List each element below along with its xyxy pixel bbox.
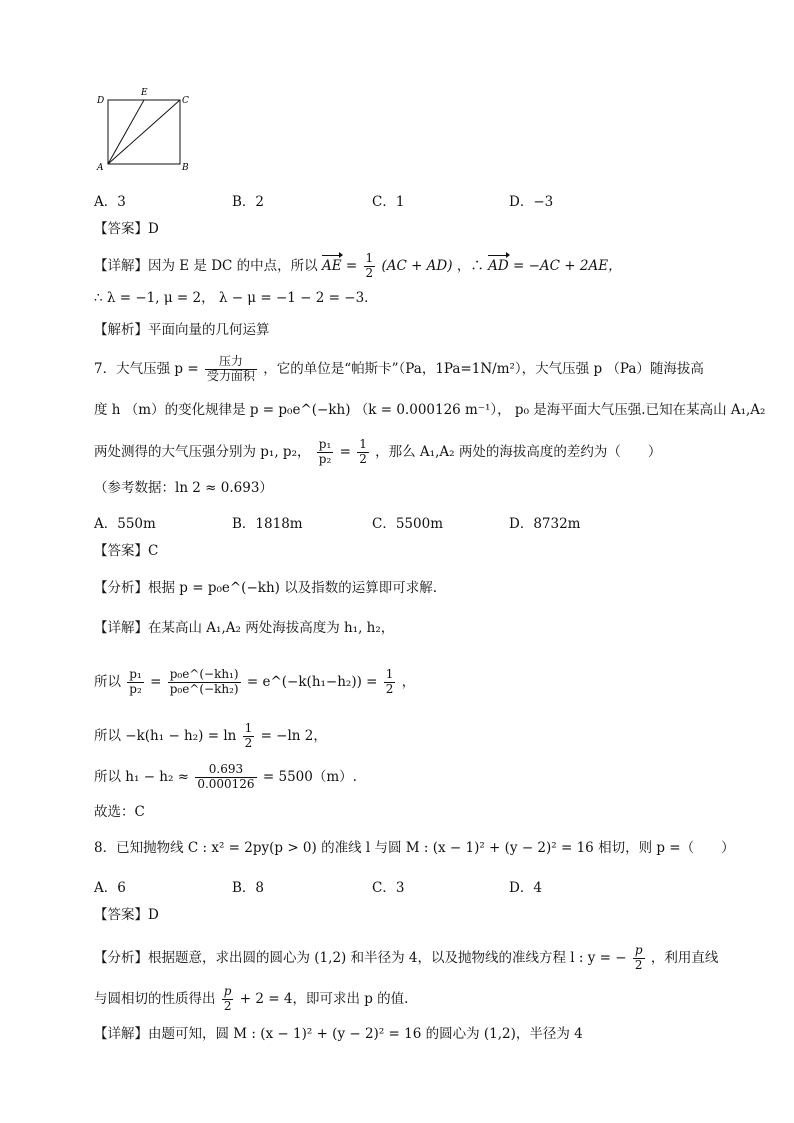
- step-text: 所以 −k(h₁ − h₂) = ln: [94, 727, 237, 744]
- fraction-num: 压力: [205, 355, 257, 370]
- fraction-num: p: [223, 984, 232, 998]
- q8-option-a: [94, 876, 126, 896]
- option-value: −3: [533, 194, 554, 210]
- fraction: [633, 944, 645, 973]
- fraction: [243, 722, 255, 751]
- analysis-text: ，利用直线: [650, 949, 719, 966]
- stem-text: ，那么 A₁,A₂ 两处的海拔高度的差约为（ ）: [375, 443, 662, 460]
- option-value: 1818m: [255, 516, 303, 532]
- fraction-num: p: [634, 943, 643, 957]
- q8-option-c: [372, 876, 404, 896]
- fraction-num: 1: [244, 721, 253, 735]
- ratio-fraction: [317, 438, 334, 467]
- q6-option-a: [94, 190, 126, 210]
- q6-option-d: [509, 190, 553, 210]
- q6-detail-line-2: ∴ λ = −1, μ = 2， λ − μ = −1 − 2 = −3．: [94, 290, 378, 306]
- q8-detail: [94, 1026, 583, 1042]
- answer-tag: 【答案】: [94, 907, 148, 923]
- option-value: 2: [255, 194, 265, 210]
- step-text: ，: [401, 673, 416, 690]
- detail-text: 由题可知，圆 M : (x − 1)² + (y − 2)² = 16 的圆心为 (1,2)，半径为 4: [148, 1026, 583, 1042]
- q7-option-b: [232, 512, 303, 532]
- vector-ad: AD: [488, 257, 509, 274]
- label-c: C: [182, 96, 189, 106]
- fraction-num: 1: [359, 437, 367, 451]
- analysis-text: 根据题意，求出圆的圆心为 (1,2) 和半径为 4，以及抛物线的准线方程 l : y = −: [148, 949, 627, 966]
- label-b: B: [182, 163, 189, 172]
- q7-step-3: [94, 763, 357, 792]
- segment-ae: [108, 100, 144, 164]
- q7-option-a: [94, 512, 156, 532]
- analysis-tag: 【分析】: [94, 580, 148, 596]
- fraction-half: [364, 252, 376, 281]
- fraction-num: p₀e^(−kh₁): [169, 667, 239, 681]
- option-value: 6: [117, 880, 126, 896]
- q6-option-c: [372, 190, 404, 210]
- detail-rhs: = −AC + 2AE，: [513, 257, 622, 274]
- q8-option-d: [509, 876, 542, 896]
- therefore: ，∴: [456, 257, 484, 274]
- geometry-figure: [92, 86, 202, 172]
- answer-tag: 【答案】: [94, 221, 148, 237]
- detail-tag: 【详解】: [94, 257, 148, 274]
- fraction-den: 受力面积: [206, 368, 255, 383]
- option-letter: C．: [372, 194, 396, 210]
- fraction-den: 2: [359, 451, 367, 466]
- option-letter: D．: [509, 516, 534, 532]
- step-text: = e^(−k(h₁−h₂)) =: [246, 673, 378, 690]
- option-letter: B．: [232, 880, 256, 896]
- q7-step-2: [94, 722, 327, 751]
- q7-option-d: [509, 512, 581, 532]
- answer-value: D: [148, 907, 159, 923]
- fraction-den: 0.000126: [197, 776, 255, 791]
- answer-value: C: [148, 543, 159, 559]
- option-value: 8: [255, 880, 265, 896]
- analysis-text: + 2 = 4，即可求出 p 的值.: [239, 990, 409, 1007]
- option-value: 4: [533, 880, 542, 896]
- fraction-den: 2: [223, 998, 232, 1013]
- detail-text: 因为 E 是 DC 的中点，所以: [148, 257, 318, 274]
- option-value: 8732m: [533, 516, 581, 532]
- fraction-den: p₀e^(−kh₂): [169, 681, 239, 696]
- analysis-text: 平面向量的几何运算: [148, 322, 270, 338]
- step-text: = −ln 2，: [260, 727, 327, 744]
- fraction: [384, 668, 396, 697]
- q6-analysis: [94, 322, 270, 338]
- q7-stem-line-1: [94, 355, 704, 384]
- option-value: 3: [395, 880, 405, 896]
- option-letter: C．: [372, 880, 396, 896]
- fraction: [127, 668, 144, 697]
- q6-option-b: [232, 190, 264, 210]
- q7-stem-line-2: 度 h （m）的变化规律是 p = p₀e^(−kh) （k = 0.000126 m⁻¹）， p₀ 是海平面大气压强.已知在某高山 A₁,A₂: [94, 402, 766, 418]
- fraction: [222, 985, 234, 1014]
- q8-stem: 8．已知抛物线 C : x² = 2py(p > 0) 的准线 l 与圆 M : (x − 1)² + (y − 2)² = 16 相切，则 p =（ ）: [94, 840, 735, 856]
- q8-analysis-line-1: [94, 944, 718, 973]
- option-letter: D．: [509, 880, 534, 896]
- q6-answer: [94, 221, 159, 237]
- analysis-text: 与圆相切的性质得出: [94, 990, 216, 1007]
- equals: =: [345, 257, 358, 274]
- vector-sum: (AC + AD): [381, 257, 453, 274]
- fraction-num: 1: [365, 251, 374, 265]
- option-value: 550m: [117, 516, 156, 532]
- label-d: D: [97, 96, 105, 106]
- fraction-num: 1: [385, 667, 394, 681]
- analysis-tag: 【分析】: [94, 949, 148, 966]
- fraction-num: 0.693: [195, 763, 256, 778]
- option-value: 1: [395, 194, 405, 210]
- q8-answer: [94, 907, 159, 923]
- detail-tag: 【详解】: [94, 620, 148, 636]
- q8-analysis-line-2: [94, 985, 408, 1014]
- detail-text: 在某高山 A₁,A₂ 两处海拔高度为 h₁, h₂，: [148, 620, 395, 636]
- fraction: [168, 668, 241, 697]
- option-letter: A．: [94, 194, 118, 210]
- segment-ac: [108, 100, 180, 164]
- option-value: 5500m: [395, 516, 444, 532]
- fraction-den: 2: [365, 265, 374, 280]
- step-text: = 5500（m）.: [262, 768, 357, 785]
- option-letter: B．: [232, 516, 256, 532]
- pressure-fraction: [205, 355, 257, 384]
- fraction-den: 2: [244, 735, 253, 750]
- vector-ae: AE: [321, 257, 342, 274]
- equals: =: [150, 673, 162, 690]
- label-e: E: [141, 88, 148, 98]
- q8-option-b: [232, 876, 264, 896]
- q7-detail: [94, 620, 394, 636]
- q7-answer: [94, 543, 158, 559]
- q7-stem-line-3: [94, 438, 661, 467]
- label-a: A: [97, 163, 104, 172]
- option-value: 3: [117, 194, 126, 210]
- q7-option-c: [372, 512, 443, 532]
- equals: =: [339, 443, 351, 460]
- answer-tag: 【答案】: [94, 543, 148, 559]
- stem-text: 7．大气压强 p =: [94, 360, 199, 377]
- stem-text: 两处测得的大气压强分别为 p₁, p₂，: [94, 443, 311, 460]
- q7-reference: （参考数据：ln 2 ≈ 0.693）: [94, 480, 273, 496]
- q7-choose: 故选：C: [94, 804, 145, 820]
- fraction-num: p₁: [129, 667, 142, 681]
- answer-value: D: [148, 221, 159, 237]
- option-letter: B．: [232, 194, 256, 210]
- stem-text: ，它的单位是“帕斯卡”（Pa，1Pa=1N/m²），大气压强 p （Pa）随海拔高: [263, 360, 704, 377]
- fraction-den: p₂: [129, 681, 142, 696]
- fraction-den: 2: [634, 957, 643, 972]
- option-letter: D．: [509, 194, 534, 210]
- fraction: [195, 763, 256, 792]
- option-letter: A．: [94, 516, 118, 532]
- analysis-text: 根据 p = p₀e^(−kh) 以及指数的运算即可求解.: [148, 580, 437, 596]
- option-letter: C．: [372, 516, 396, 532]
- fraction-num: p₁: [318, 437, 332, 451]
- step-text: 所以: [94, 673, 121, 690]
- q7-step-1: [94, 668, 415, 697]
- analysis-tag: 【解析】: [94, 322, 148, 338]
- q7-analysis: [94, 580, 437, 596]
- detail-tag: 【详解】: [94, 1026, 148, 1042]
- half-fraction: [357, 438, 369, 467]
- option-letter: A．: [94, 880, 118, 896]
- fraction-den: p₂: [318, 451, 332, 466]
- fraction-den: 2: [385, 681, 394, 696]
- q6-detail-line-1: [94, 252, 622, 281]
- step-text: 所以 h₁ − h₂ ≈: [94, 768, 190, 785]
